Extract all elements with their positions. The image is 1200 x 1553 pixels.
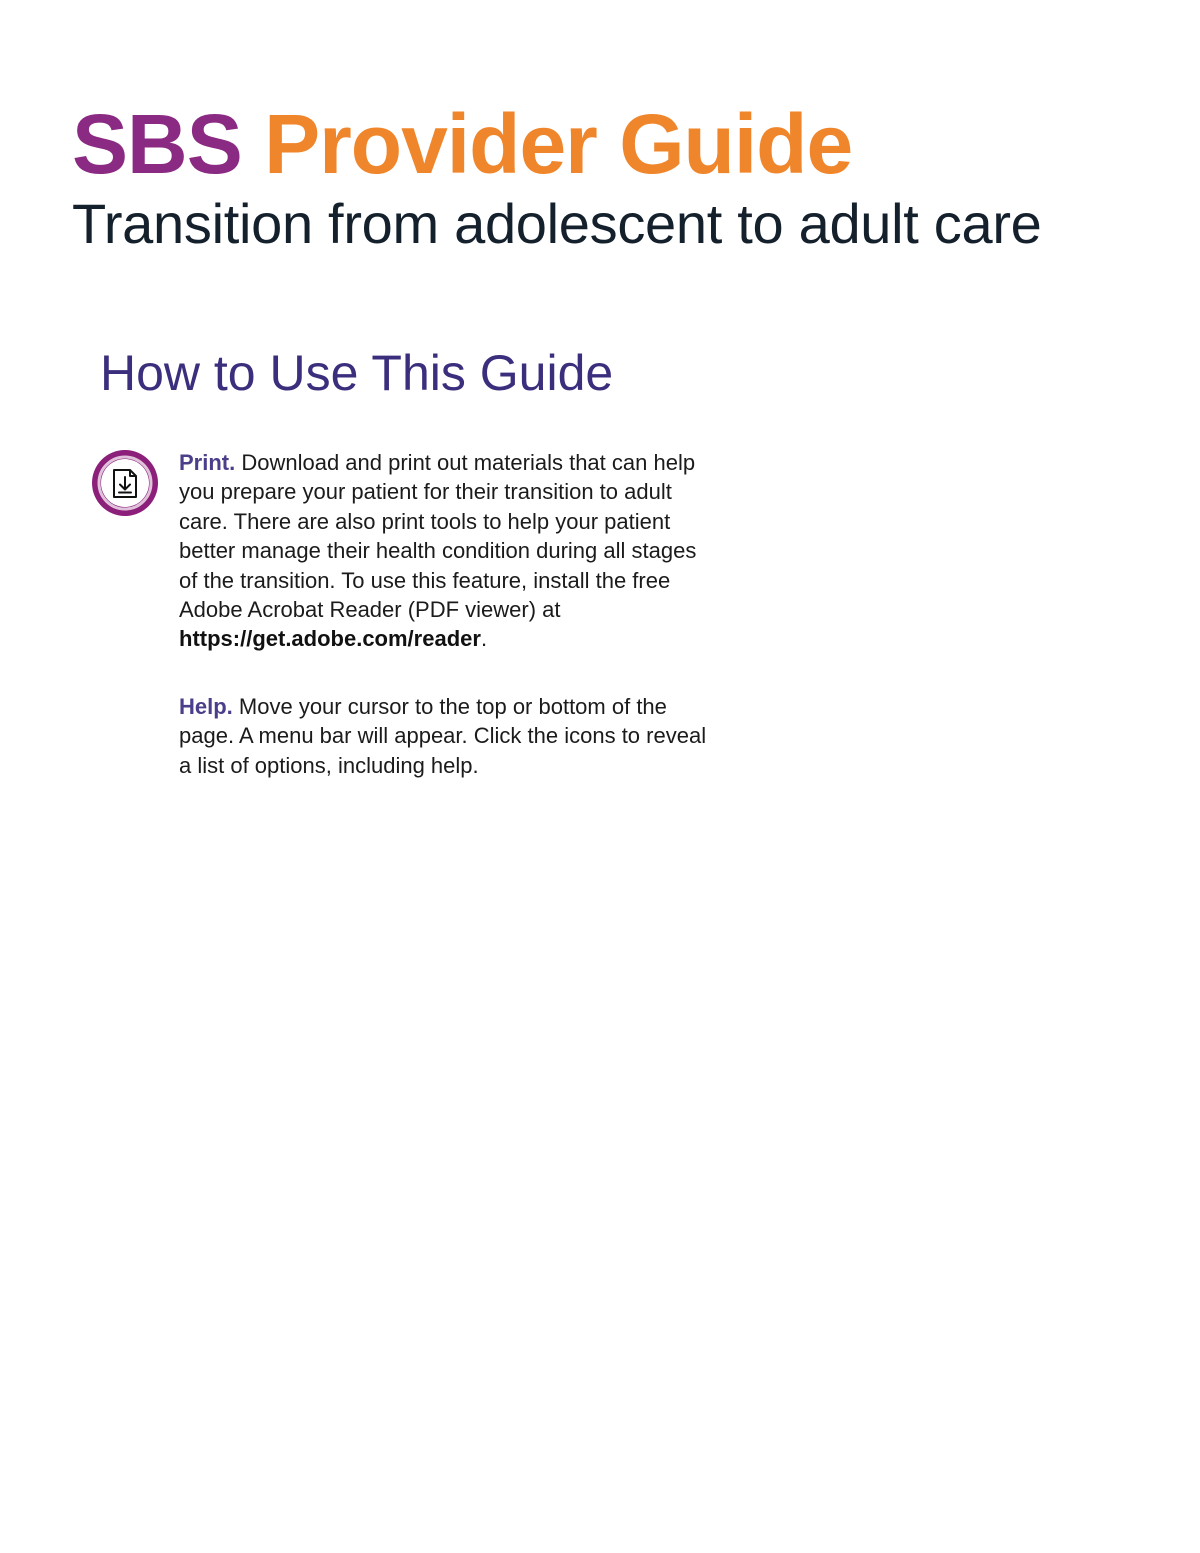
download-document-icon[interactable]: [89, 447, 161, 519]
title-sbs: SBS: [72, 97, 242, 191]
print-lead: Print.: [179, 450, 236, 475]
page-subtitle: Transition from adolescent to adult care: [72, 192, 1042, 255]
print-text: Download and print out materials that can help you prepare your patient for their transition to adult care. There are also print tools to help your patient better manage their health condition during all stages of the transition. To use this feature, install the free Adobe Acrobat Reader (PDF viewer) at: [179, 450, 697, 623]
help-text: Move your cursor to the top or bottom of the page. A menu bar will appear. Click the icons to reveal a list of options, including help.: [179, 694, 707, 778]
adobe-reader-link[interactable]: https://get.adobe.com/reader: [179, 626, 481, 652]
title-provider-guide: Provider Guide: [264, 97, 853, 191]
section-heading: How to Use This Guide: [100, 345, 614, 401]
help-paragraph: [179, 692, 719, 780]
page-title: [72, 98, 852, 190]
help-lead: Help.: [179, 694, 233, 719]
print-text-end: .: [480, 626, 488, 652]
print-paragraph: [179, 448, 719, 654]
